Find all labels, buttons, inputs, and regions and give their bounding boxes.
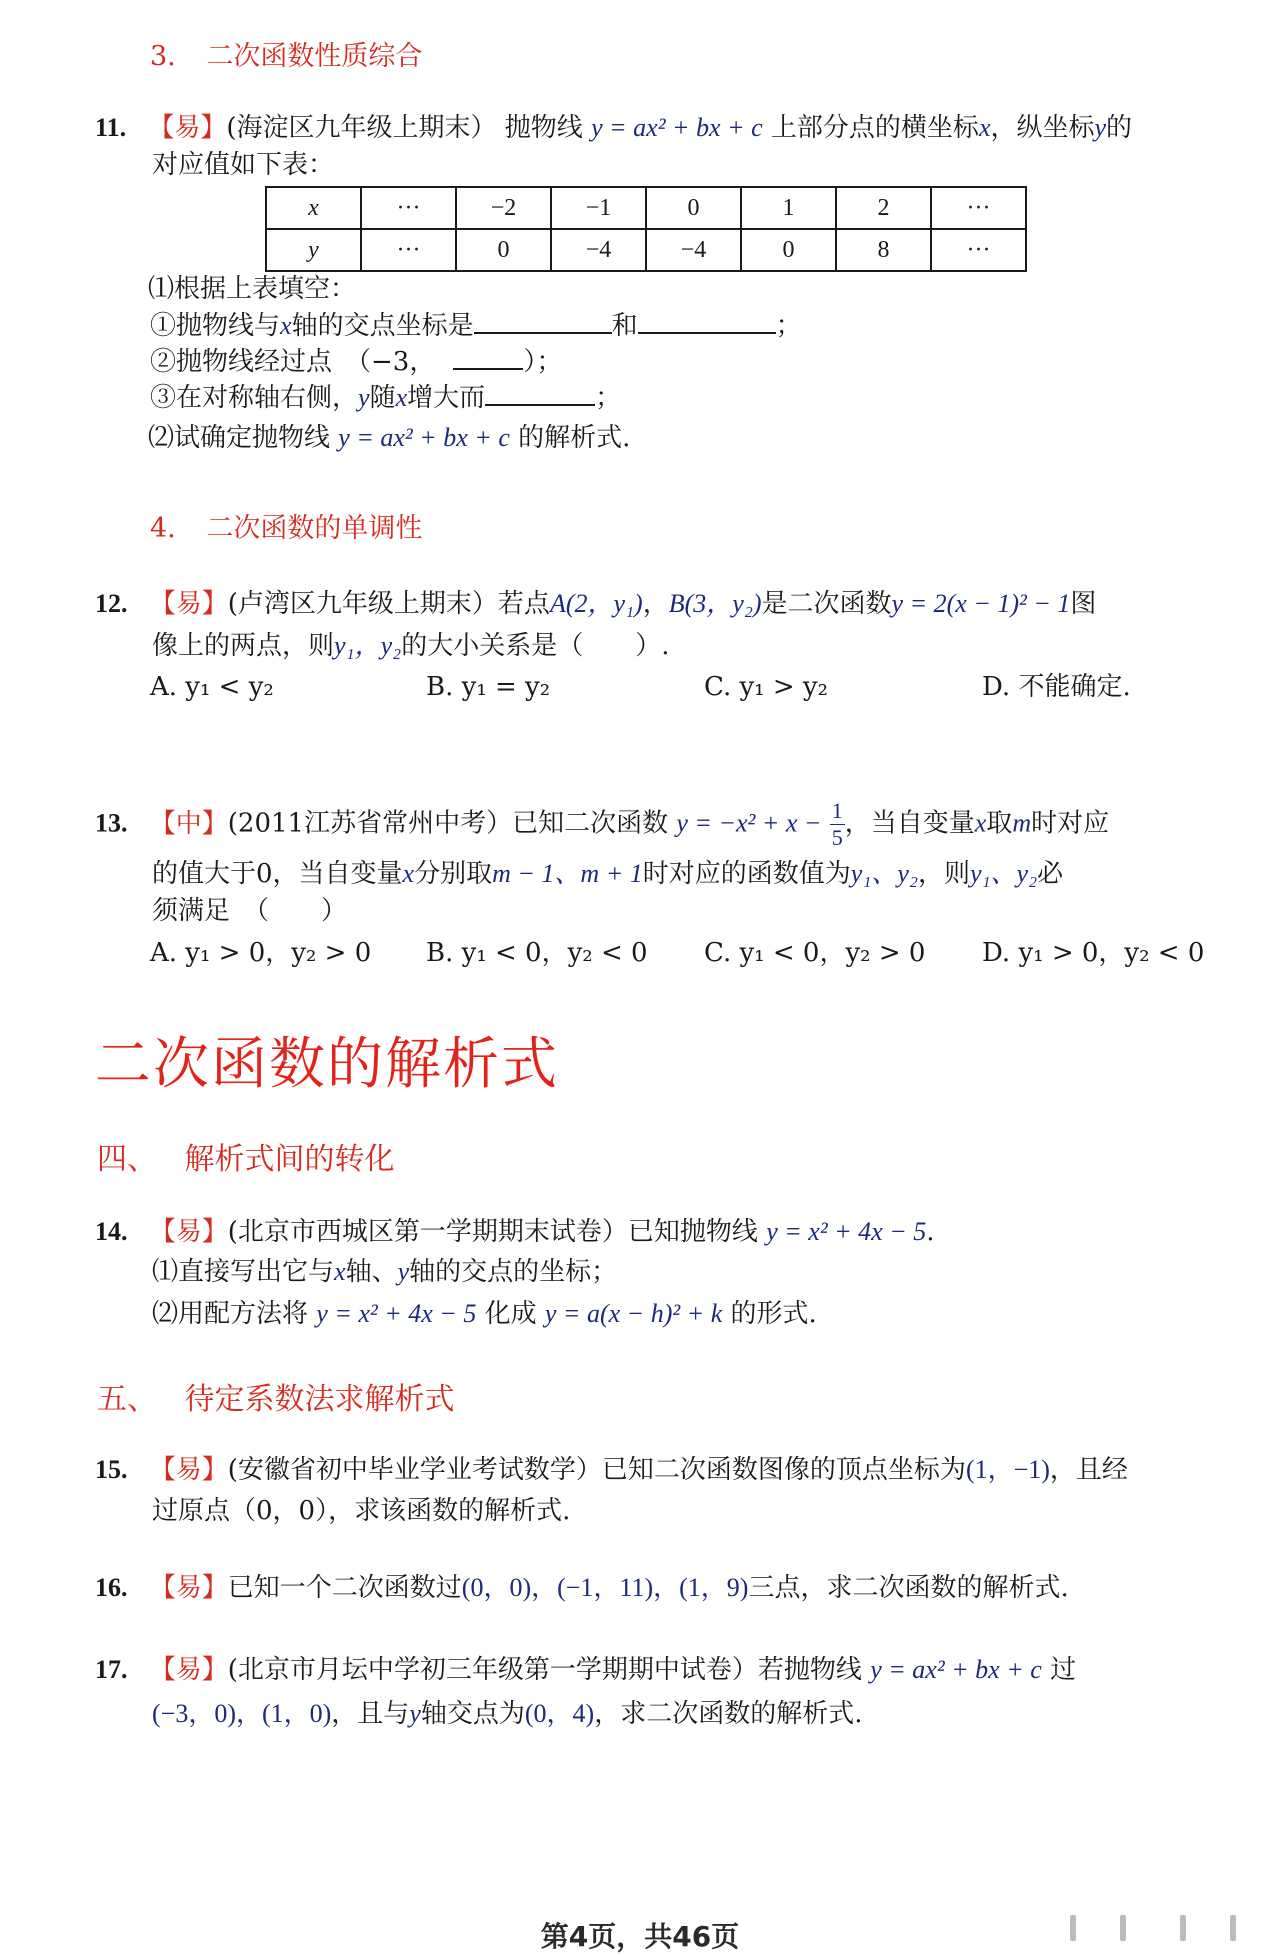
q11-text: 和 bbox=[611, 311, 638, 341]
question-number: 12. bbox=[95, 589, 128, 618]
q16-text: 三点，求二次函数的解析式. bbox=[748, 1573, 1069, 1603]
section-3-heading bbox=[150, 34, 422, 73]
difficulty-tag: 【易】 bbox=[149, 1217, 228, 1247]
equation: y = a(x − h)² + k bbox=[544, 1299, 723, 1328]
table-cell: −4 bbox=[646, 229, 741, 271]
question-number: 11. bbox=[95, 113, 127, 142]
var-x: x bbox=[280, 311, 292, 340]
var-y: y bbox=[397, 1257, 410, 1286]
difficulty-tag: 【易】 bbox=[149, 1655, 228, 1685]
q13-option-d[interactable]: D. y₁ > 0，y₂ < 0 bbox=[982, 938, 1205, 968]
q14-text: ⑵用配方法将 bbox=[152, 1299, 309, 1329]
q14-part2 bbox=[152, 1298, 817, 1330]
section-four-heading bbox=[97, 1134, 395, 1178]
section-number: 3. bbox=[150, 41, 176, 72]
table-cell: 0 bbox=[741, 229, 836, 271]
q13-text: ，则 bbox=[917, 859, 970, 889]
q14-part1 bbox=[152, 1256, 617, 1288]
var-m: m bbox=[1012, 808, 1032, 838]
q11-text: ②抛物线经过点 （−3， bbox=[150, 347, 436, 377]
q17-text: 轴交点为 bbox=[420, 1699, 525, 1729]
q12-text: 像上的两点，则 bbox=[152, 631, 335, 661]
equation: y = ax² + bx + c bbox=[870, 1655, 1042, 1684]
question-source: (北京市西城区第一学期期末试卷）已知抛物线 bbox=[227, 1217, 758, 1247]
variables: y₁，y₂ bbox=[334, 631, 402, 660]
q15-line1 bbox=[95, 1454, 1128, 1486]
table-cell: ··· bbox=[931, 229, 1026, 271]
question-number: 16. bbox=[95, 1573, 128, 1602]
section-4-heading bbox=[150, 506, 422, 545]
difficulty-tag: 【中】 bbox=[149, 808, 228, 839]
table-cell: −1 bbox=[551, 187, 646, 229]
question-source: (2011江苏省常州中考）已知二次函数 bbox=[227, 808, 669, 839]
q17-line2 bbox=[152, 1698, 862, 1730]
section-number: 四、 bbox=[97, 1142, 157, 1177]
q11-text: 的 bbox=[1106, 113, 1133, 143]
q11-text: ③在对称轴右侧， bbox=[150, 383, 359, 413]
var-y: y bbox=[1094, 113, 1107, 142]
points: (−3，0)，(1，0) bbox=[152, 1699, 332, 1728]
equation: y = ax² + bx + c bbox=[591, 113, 763, 142]
q12-text: 图 bbox=[1070, 589, 1097, 619]
section-title: 解析式间的转化 bbox=[184, 1142, 395, 1177]
q12-line2 bbox=[152, 630, 669, 662]
q11-text: 轴的交点坐标是 bbox=[291, 311, 474, 341]
points: (0，0)，(−1，11)，(1，9) bbox=[461, 1573, 749, 1602]
question-number: 13. bbox=[95, 808, 128, 838]
q11-text: 增大而 bbox=[407, 383, 486, 413]
table-cell: 2 bbox=[836, 187, 931, 229]
q11-line2: 对应值如下表： bbox=[152, 150, 335, 180]
q11-part2 bbox=[148, 422, 630, 454]
q12-option-d[interactable]: D. 不能确定. bbox=[982, 672, 1131, 702]
fraction-numerator: 1 bbox=[831, 798, 843, 823]
fraction-denominator: 5 bbox=[831, 825, 843, 850]
question-source: (安徽省初中毕业学业考试数学）已知二次函数图像的顶点坐标为 bbox=[227, 1455, 966, 1485]
q13-option-a[interactable]: A. y₁ > 0，y₂ > 0 bbox=[150, 938, 372, 968]
q12-option-c[interactable]: C. y₁ > y₂ bbox=[704, 672, 829, 702]
q15-line2: 过原点（0，0），求该函数的解析式. bbox=[152, 1496, 571, 1526]
q11-text: 抛物线 bbox=[504, 113, 583, 143]
q13-text: 分别取 bbox=[414, 859, 493, 889]
q11-part1b bbox=[150, 346, 562, 378]
q13-text: 时对应 bbox=[1031, 808, 1110, 839]
q17-text: ，求二次函数的解析式. bbox=[594, 1699, 863, 1729]
equation: y = −x² + x − bbox=[676, 808, 822, 838]
q12-option-b[interactable]: B. y₁ = y₂ bbox=[426, 672, 551, 702]
var-x: x bbox=[978, 113, 991, 142]
section-title: 二次函数性质综合 bbox=[206, 41, 423, 72]
question-source: (卢湾区九年级上期末）若点 bbox=[227, 589, 550, 619]
equation: y = 2(x − 1)² − 1 bbox=[891, 589, 1071, 618]
q12-text: 的大小关系是（ ）. bbox=[401, 631, 670, 661]
q11-text: ； bbox=[775, 311, 802, 341]
q14-text: 轴的交点的坐标； bbox=[409, 1257, 618, 1287]
chapter-title: 二次函数的解析式 bbox=[95, 1032, 559, 1097]
difficulty-tag: 【易】 bbox=[149, 1573, 228, 1603]
q17-text: 过 bbox=[1050, 1655, 1077, 1685]
q13-line3: 须满足 （ ） bbox=[152, 896, 348, 926]
section-number: 五、 bbox=[97, 1382, 157, 1417]
table-cell: −4 bbox=[551, 229, 646, 271]
q12-line1 bbox=[95, 588, 1096, 620]
point-b: B(3，y₂) bbox=[668, 589, 762, 618]
variables: y₁、y₂ bbox=[850, 859, 918, 888]
table-cell: y bbox=[266, 229, 361, 271]
q13-line2 bbox=[152, 858, 1063, 890]
equation: y = x² + 4x − 5 bbox=[766, 1217, 927, 1246]
intercept-point: (0，4) bbox=[524, 1699, 595, 1728]
expression: m − 1、m + 1 bbox=[492, 859, 643, 888]
q14-line1 bbox=[95, 1216, 935, 1248]
q11-part1: ⑴根据上表填空： bbox=[148, 274, 357, 304]
var-x: x bbox=[974, 808, 987, 838]
q13-option-b[interactable]: B. y₁ < 0，y₂ < 0 bbox=[426, 938, 648, 968]
q12-option-a[interactable]: A. y₁ < y₂ bbox=[150, 672, 274, 702]
difficulty-tag: 【易】 bbox=[148, 113, 227, 143]
page-footer: 第4页，共46页 bbox=[540, 1920, 740, 1953]
q17-line1 bbox=[95, 1654, 1076, 1686]
var-y: y bbox=[409, 1699, 421, 1728]
q11-text: ⑵试确定抛物线 bbox=[148, 423, 331, 453]
q14-text: 化成 bbox=[484, 1299, 537, 1329]
q16-line1 bbox=[95, 1572, 1069, 1604]
q11-text: ； bbox=[595, 383, 622, 413]
table-row bbox=[266, 187, 1026, 229]
q11-line1 bbox=[95, 112, 1132, 144]
section-title: 二次函数的单调性 bbox=[206, 513, 423, 544]
q17-text: ，且与 bbox=[331, 1699, 410, 1729]
q11-text: 的解析式. bbox=[518, 423, 631, 453]
table-cell: 1 bbox=[741, 187, 836, 229]
answer-blank[interactable] bbox=[474, 310, 612, 334]
equation: y = x² + 4x − 5 bbox=[316, 1299, 477, 1328]
section-number: 4. bbox=[150, 513, 176, 544]
difficulty-tag: 【易】 bbox=[149, 589, 228, 619]
q11-text: ，纵坐标 bbox=[990, 113, 1095, 143]
q13-line1 bbox=[95, 800, 1109, 849]
q12-text: ， bbox=[642, 589, 669, 619]
point-a: A(2，y₁) bbox=[549, 589, 643, 618]
q14-text: 轴、 bbox=[345, 1257, 398, 1287]
q15-text: ，且经 bbox=[1049, 1455, 1128, 1485]
table-cell: ··· bbox=[361, 229, 456, 271]
section-title: 待定系数法求解析式 bbox=[184, 1382, 455, 1417]
question-source: (海淀区九年级上期末） bbox=[226, 113, 497, 143]
difficulty-tag: 【易】 bbox=[149, 1455, 228, 1485]
answer-blank[interactable] bbox=[453, 346, 523, 370]
value-table bbox=[265, 186, 1027, 272]
question-source: (北京市月坛中学初三年级第一学期期中试卷）若抛物线 bbox=[227, 1655, 862, 1685]
question-number: 17. bbox=[95, 1655, 128, 1684]
fraction bbox=[830, 800, 845, 849]
q13-text: 取 bbox=[986, 808, 1013, 839]
scroll-indicator-icon bbox=[1060, 1915, 1250, 1943]
table-cell: 0 bbox=[456, 229, 551, 271]
question-number: 14. bbox=[95, 1217, 128, 1246]
q11-text: ）； bbox=[523, 347, 563, 377]
q12-text: 是二次函数 bbox=[761, 589, 892, 619]
q14-text: ⑴直接写出它与 bbox=[152, 1257, 335, 1287]
answer-blank[interactable] bbox=[638, 310, 776, 334]
q11-text: 上部分点的横坐标 bbox=[770, 113, 979, 143]
var-x: x bbox=[402, 859, 415, 888]
equation: y = ax² + bx + c bbox=[338, 423, 510, 452]
question-number: 15. bbox=[95, 1455, 128, 1484]
q14-text: . bbox=[926, 1217, 935, 1247]
table-cell: 8 bbox=[836, 229, 931, 271]
q14-text: 的形式. bbox=[730, 1299, 817, 1329]
q13-text: 必 bbox=[1037, 859, 1064, 889]
answer-blank[interactable] bbox=[485, 382, 595, 406]
q13-text: 时对应的函数值为 bbox=[642, 859, 851, 889]
table-row bbox=[266, 229, 1026, 271]
q16-text: 已知一个二次函数过 bbox=[227, 1573, 462, 1603]
q13-option-c[interactable]: C. y₁ < 0，y₂ > 0 bbox=[704, 938, 926, 968]
table-cell: ··· bbox=[361, 187, 456, 229]
table-cell: 0 bbox=[646, 187, 741, 229]
q11-text: ①抛物线与 bbox=[150, 311, 281, 341]
table-cell: −2 bbox=[456, 187, 551, 229]
vertex-point: (1，−1) bbox=[965, 1455, 1050, 1484]
section-five-heading bbox=[97, 1374, 455, 1418]
var-x: x bbox=[334, 1257, 346, 1286]
table-cell: ··· bbox=[931, 187, 1026, 229]
q11-text: 随 bbox=[369, 383, 396, 413]
q11-part1c bbox=[150, 382, 621, 414]
q13-text: ，当自变量 bbox=[844, 808, 975, 839]
var-y: y bbox=[358, 383, 370, 412]
var-x: x bbox=[395, 383, 408, 412]
q13-text: 的值大于0，当自变量 bbox=[152, 859, 403, 889]
q11-part1a bbox=[150, 310, 802, 342]
variables: y₁、y₂ bbox=[969, 859, 1038, 888]
table-cell: x bbox=[266, 187, 361, 229]
